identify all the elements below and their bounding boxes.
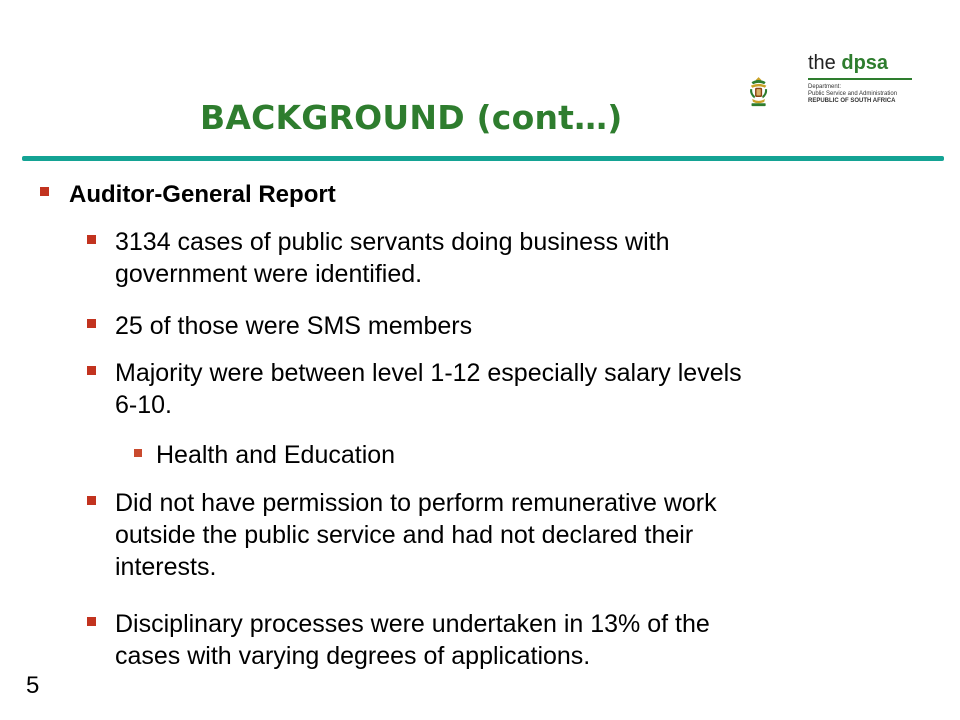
bullet-icon bbox=[87, 235, 96, 244]
slide-title: BACKGROUND (cont…) bbox=[200, 98, 623, 137]
logo-name: the dpsa bbox=[808, 52, 889, 74]
logo-department: Department: bbox=[808, 84, 842, 90]
bullet-icon bbox=[87, 496, 96, 505]
section-heading: Auditor-General Report bbox=[69, 181, 336, 208]
bullet-icon bbox=[87, 366, 96, 375]
list-item: 25 of those were SMS members bbox=[115, 312, 473, 340]
list-item: 3134 cases of public servants doing business with government were identified. bbox=[115, 228, 670, 288]
title-divider bbox=[22, 156, 944, 161]
page-number: 5 bbox=[26, 672, 40, 699]
logo-divider bbox=[808, 78, 912, 80]
bullet-icon bbox=[87, 617, 96, 626]
list-item: Did not have permission to perform remunerative work outside the public service and had not declared their interests. bbox=[115, 489, 717, 581]
logo-department-name: Public Service and Administration bbox=[808, 91, 898, 97]
bullet-icon bbox=[87, 319, 96, 328]
sub-bullet-icon bbox=[134, 449, 142, 457]
list-item: Disciplinary processes were undertaken in 13% of the cases with varying degrees of applications. bbox=[115, 610, 710, 670]
coat-of-arms-icon bbox=[748, 44, 808, 140]
bullet-icon bbox=[40, 187, 49, 196]
sub-list-item: Health and Education bbox=[156, 441, 396, 469]
list-item: Majority were between level 1-12 especially salary levels 6-10. bbox=[115, 359, 742, 419]
dpsa-logo bbox=[808, 52, 918, 105]
logo-country: REPUBLIC OF SOUTH AFRICA bbox=[808, 98, 896, 104]
